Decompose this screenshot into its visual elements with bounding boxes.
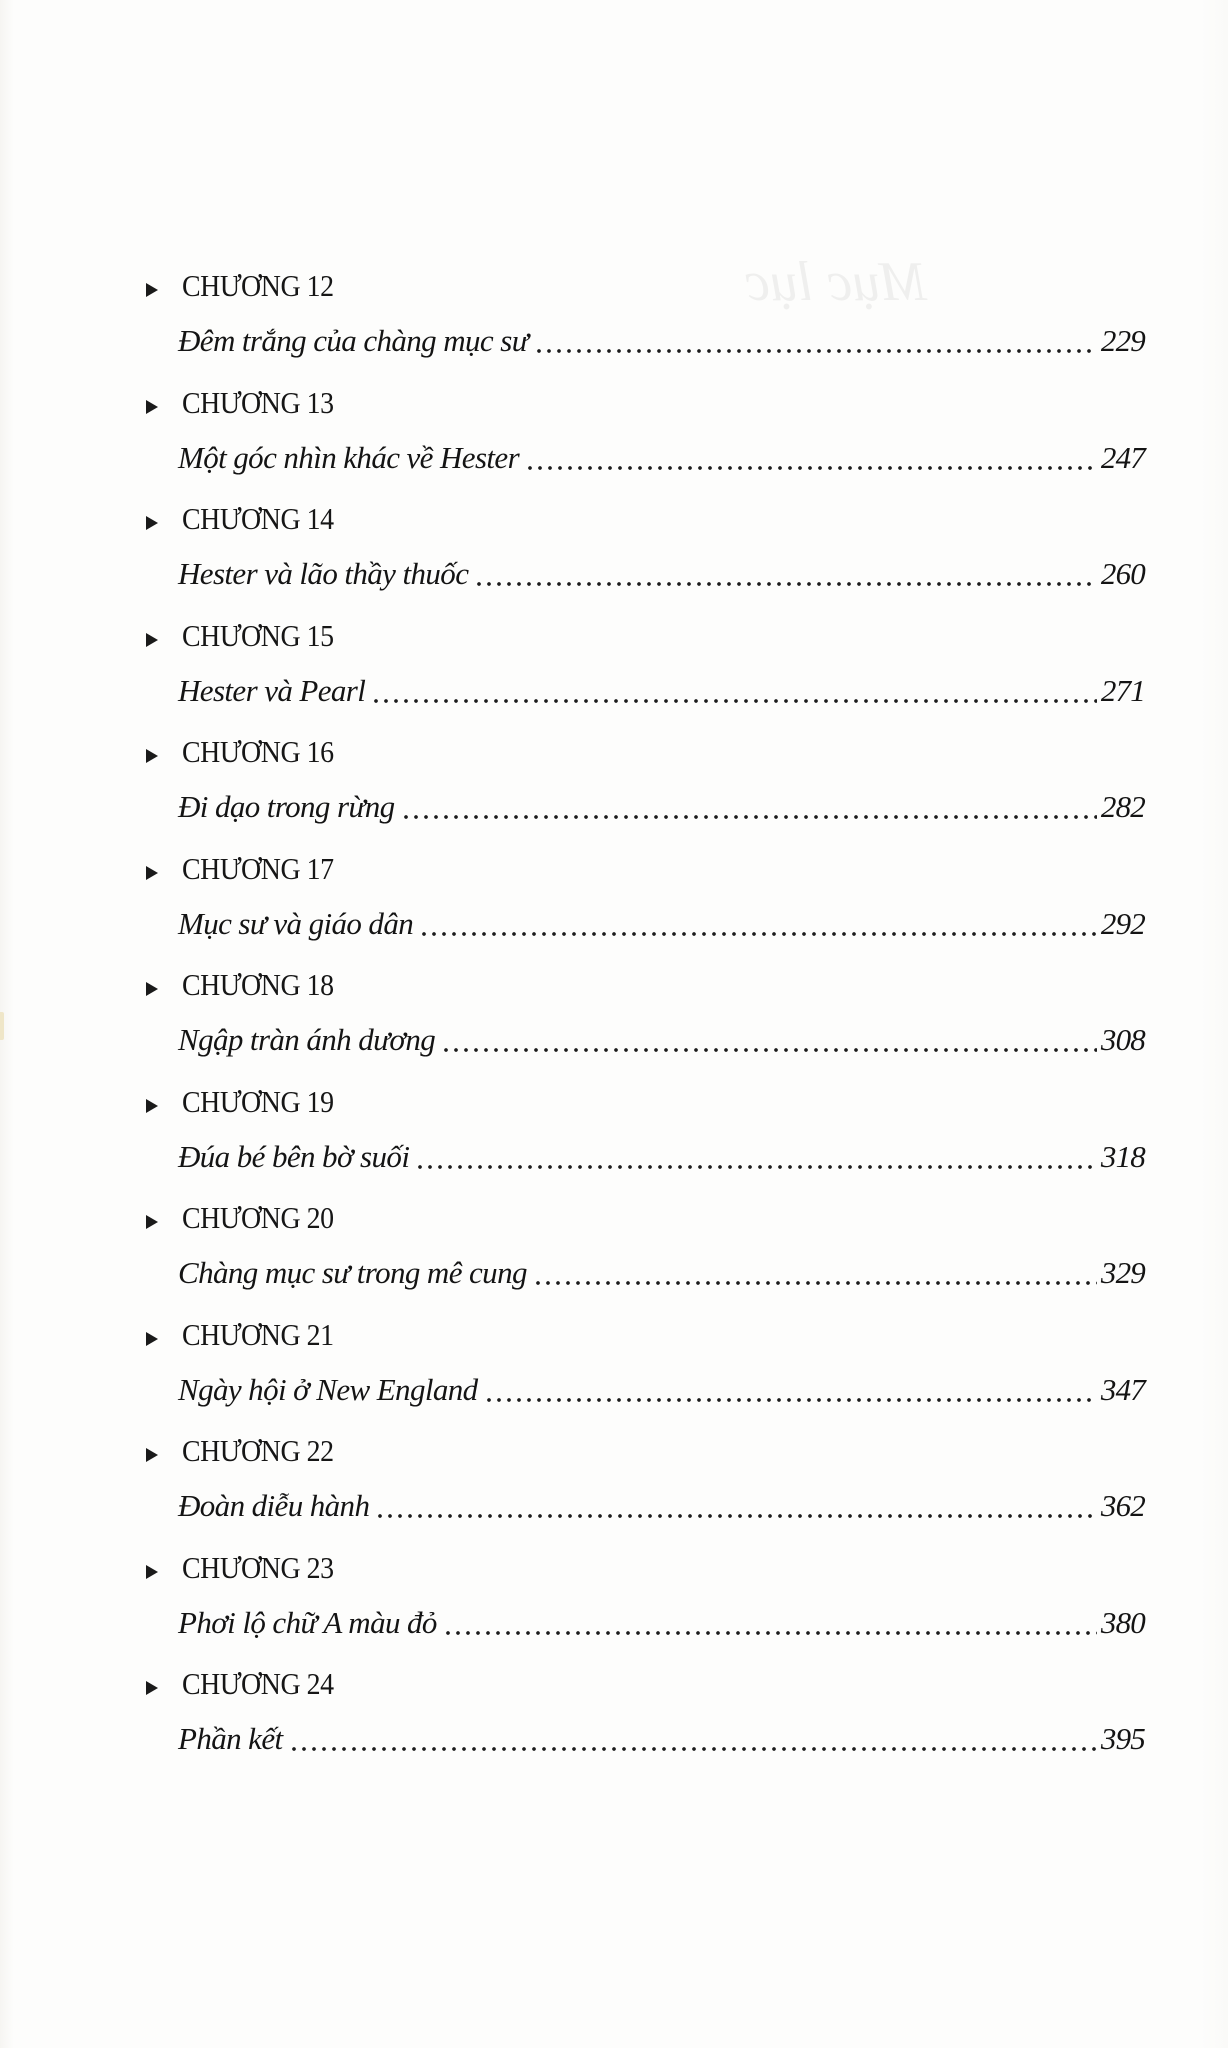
- toc-entry-20: [0, 1198, 1228, 1314]
- dot-leader: [474, 582, 1097, 586]
- chapter-label: CHƯƠNG 16: [182, 734, 334, 769]
- chapter-title-line[interactable]: [178, 1252, 1145, 1294]
- chapter-title: Đi dạo trong rừng: [178, 789, 395, 824]
- chapter-title: Một góc nhìn khác về Hester: [178, 439, 520, 475]
- dot-leader: [441, 1048, 1097, 1052]
- chapter-heading: [146, 266, 351, 306]
- toc-entry-19: [0, 1082, 1228, 1198]
- page-number: 329: [1100, 1255, 1145, 1290]
- chapter-heading: [146, 732, 351, 772]
- chapter-title-line[interactable]: [178, 1019, 1145, 1061]
- show-through-title: Mục lục: [745, 251, 927, 313]
- page-number: 260: [1100, 556, 1145, 591]
- chapter-title: Đúa bé bên bờ suối: [178, 1138, 410, 1174]
- page-number: 318: [1100, 1138, 1145, 1174]
- triangle-bullet-icon: [146, 516, 158, 530]
- dot-leader: [371, 699, 1097, 703]
- toc-entry-21: [0, 1315, 1228, 1431]
- chapter-title: Hester và lão thầy thuốc: [178, 556, 469, 591]
- triangle-bullet-icon: [146, 1332, 158, 1346]
- chapter-label: CHƯƠNG 21: [182, 1316, 334, 1352]
- page-number: 380: [1100, 1604, 1145, 1640]
- chapter-title-line[interactable]: [178, 1485, 1145, 1527]
- toc-entry-18: [0, 965, 1228, 1081]
- chapter-title: Đêm trắng của chàng mục sư: [178, 323, 528, 358]
- chapter-label: CHƯƠNG 15: [182, 617, 334, 653]
- dot-leader: [289, 1747, 1097, 1751]
- chapter-title-line[interactable]: [178, 553, 1145, 595]
- chapter-heading: [146, 1315, 351, 1355]
- triangle-bullet-icon: [146, 1681, 158, 1695]
- triangle-bullet-icon: [146, 866, 158, 880]
- chapter-heading: [146, 1548, 351, 1588]
- chapter-label: CHƯƠNG 17: [182, 850, 334, 886]
- chapter-title-line[interactable]: [178, 903, 1145, 945]
- chapter-heading: [146, 849, 351, 889]
- page-number: 395: [1100, 1721, 1145, 1756]
- page-number: 292: [1100, 905, 1145, 941]
- chapter-label: CHƯƠNG 20: [182, 1200, 334, 1235]
- toc-entry-13: [0, 383, 1228, 499]
- chapter-label: CHƯƠNG 24: [182, 1666, 334, 1701]
- dot-leader: [419, 932, 1097, 936]
- dot-leader: [525, 466, 1097, 470]
- triangle-bullet-icon: [146, 400, 158, 414]
- toc-entry-17: [0, 849, 1228, 965]
- chapter-title: Mục sư và giáo dân: [178, 905, 414, 941]
- triangle-bullet-icon: [146, 749, 158, 763]
- chapter-title: Đoàn diễu hành: [178, 1488, 370, 1523]
- page-number: 347: [1100, 1371, 1145, 1407]
- chapter-heading: [146, 1431, 351, 1471]
- toc-entry-24: [0, 1664, 1228, 1780]
- chapter-title-line[interactable]: [178, 1369, 1145, 1411]
- chapter-heading: [146, 965, 351, 1005]
- triangle-bullet-icon: [146, 1565, 158, 1579]
- page-number: 247: [1100, 439, 1145, 475]
- dot-leader: [484, 1398, 1097, 1402]
- page-number: 282: [1100, 789, 1145, 824]
- page-number: 229: [1100, 323, 1145, 358]
- chapter-title: Hester và Pearl: [178, 672, 366, 708]
- dot-leader: [443, 1631, 1097, 1635]
- chapter-heading: [146, 1082, 351, 1122]
- chapter-title-line[interactable]: [178, 1718, 1145, 1760]
- chapter-label: CHƯƠNG 18: [182, 967, 334, 1002]
- page-number: 308: [1100, 1022, 1145, 1057]
- dot-leader: [375, 1514, 1097, 1518]
- chapter-title: Ngập tràn ánh dương: [178, 1022, 436, 1057]
- dot-leader: [401, 815, 1097, 819]
- chapter-title: Chàng mục sư trong mê cung: [178, 1255, 527, 1290]
- chapter-title: Ngày hội ở New England: [178, 1371, 478, 1407]
- chapter-title-line[interactable]: [178, 437, 1145, 479]
- dot-leader: [533, 1281, 1097, 1285]
- toc-entry-22: [0, 1431, 1228, 1547]
- chapter-title-line[interactable]: [178, 1602, 1145, 1644]
- toc-entry-16: [0, 732, 1228, 848]
- triangle-bullet-icon: [146, 982, 158, 996]
- toc-entry-15: [0, 616, 1228, 732]
- page-number: 271: [1100, 672, 1145, 708]
- chapter-title-line[interactable]: [178, 670, 1145, 712]
- chapter-heading: [146, 499, 351, 539]
- chapter-heading: [146, 1198, 351, 1238]
- triangle-bullet-icon: [146, 1448, 158, 1462]
- toc-entry-12: [0, 266, 1228, 382]
- chapter-label: CHƯƠNG 19: [182, 1083, 334, 1119]
- dot-leader: [415, 1165, 1097, 1169]
- chapter-title: Phần kết: [178, 1721, 283, 1756]
- chapter-heading: [146, 383, 351, 423]
- toc-entry-14: [0, 499, 1228, 615]
- chapter-label: CHƯƠNG 13: [182, 384, 334, 420]
- dot-leader: [534, 349, 1097, 353]
- triangle-bullet-icon: [146, 633, 158, 647]
- chapter-title: Phơi lộ chữ A màu đỏ: [178, 1604, 437, 1640]
- triangle-bullet-icon: [146, 1099, 158, 1113]
- page-number: 362: [1100, 1488, 1145, 1523]
- toc-entry-23: [0, 1548, 1228, 1664]
- triangle-bullet-icon: [146, 283, 158, 297]
- chapter-title-line[interactable]: [178, 786, 1145, 828]
- triangle-bullet-icon: [146, 1215, 158, 1229]
- chapter-label: CHƯƠNG 14: [182, 501, 334, 536]
- chapter-label: CHƯƠNG 22: [182, 1433, 334, 1468]
- chapter-title-line[interactable]: [178, 320, 1145, 362]
- chapter-heading: [146, 1664, 351, 1704]
- chapter-label: CHƯƠNG 12: [182, 268, 334, 303]
- chapter-title-line[interactable]: [178, 1136, 1145, 1178]
- chapter-label: CHƯƠNG 23: [182, 1549, 334, 1585]
- chapter-heading: [146, 616, 351, 656]
